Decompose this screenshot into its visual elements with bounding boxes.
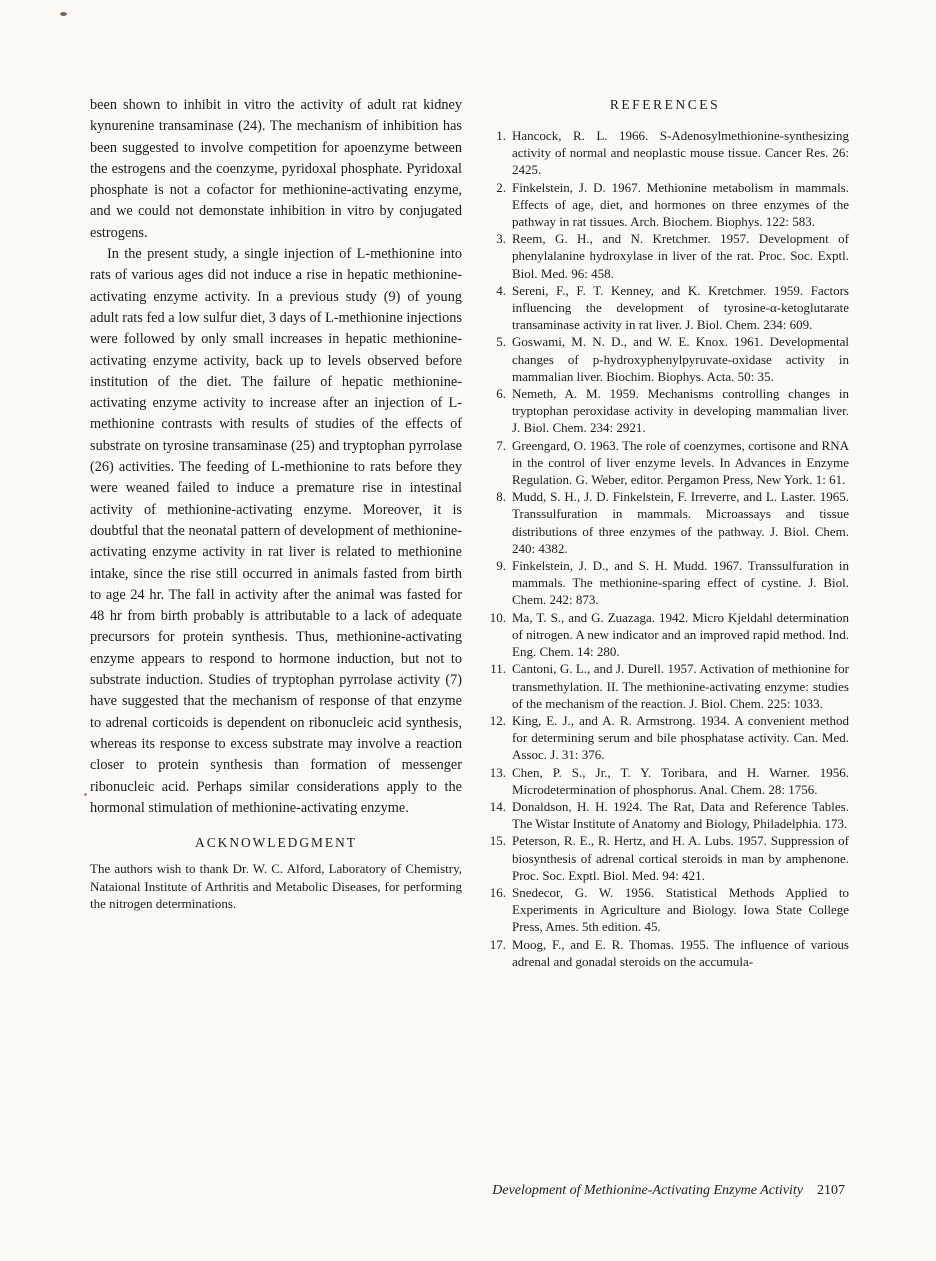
reference-number: 14.	[489, 798, 506, 814]
reference-number: 11.	[490, 661, 506, 677]
reference-item	[481, 609, 849, 661]
reference-number: 9.	[496, 558, 506, 574]
reference-text: Sereni, F., F. T. Kenney, and K. Kretchmer. 1959. Factors influencing the development of tyrosine-α-ketoglutarate transaminase activity in rat liver. J. Biol. Chem. 234: 609.	[512, 282, 849, 333]
scan-speck	[60, 12, 67, 16]
reference-item	[481, 385, 849, 437]
reference-number: 13.	[489, 764, 506, 780]
reference-number: 7.	[496, 437, 506, 453]
reference-text: King, E. J., and A. R. Armstrong. 1934. A convenient method for determining serum and bile phosphatase activity. Can. Med. Assoc. J. 31: 376.	[512, 712, 849, 763]
reference-item	[481, 764, 849, 798]
reference-text: Goswami, M. N. D., and W. E. Knox. 1961. Developmental changes of p-hydroxyphenylpyruvate-oxidase activity in mammalian liver. Biochim. Biophys. Acta. 50: 35.	[512, 334, 849, 384]
page-number: 2107	[817, 1183, 845, 1198]
reference-item	[481, 798, 849, 832]
reference-number: 8.	[496, 489, 506, 505]
reference-number: 17.	[489, 936, 506, 952]
reference-text: Hancock, R. L. 1966. S-Adenosylmethionine-synthesizing activity of normal and neoplastic mouse tissue. Cancer Res. 26: 2425.	[512, 128, 849, 178]
reference-item	[481, 282, 849, 334]
reference-number: 4.	[496, 282, 506, 298]
reference-number: 2.	[496, 179, 506, 195]
body-paragraph: been shown to inhibit in vitro the activity of adult rat kidney kynurenine transaminase (24). The mechanism of inhibition has been suggested to involve competition for apoenzyme between the estrogens and the coenzyme, pyridoxal phosphate. Pyridoxal phosphate is not a cofactor for methionine-activating enzyme, and we could not demonstate inhibition in vitro by conjugated estrogens.	[90, 97, 462, 241]
reference-number: 6.	[496, 386, 506, 402]
reference-number: 10.	[489, 609, 506, 625]
reference-item	[481, 230, 849, 282]
reference-text: Finkelstein, J. D., and S. H. Mudd. 1967. Transsulfuration in mammals. The methionine-sparing effect of cystine. J. Biol. Chem. 242: 873.	[512, 558, 849, 608]
reference-item	[481, 333, 849, 385]
reference-item	[481, 884, 849, 936]
reference-number: 12.	[489, 712, 506, 728]
reference-item	[481, 832, 849, 884]
acknowledgment-heading: ACKNOWLEDGMENT	[195, 835, 357, 851]
references-heading: REFERENCES	[609, 97, 721, 112]
acknowledgment-text: The authors wish to thank Dr. W. C. Alford, Laboratory of Chemistry, Nataional Institute of Arthritis and Metabolic Diseases, for performing the nitrogen determinations.	[90, 861, 462, 912]
reference-number: 16.	[489, 884, 506, 900]
reference-text: Peterson, R. E., R. Hertz, and H. A. Lubs. 1957. Suppression of biosynthesis of adrenal cortical steroids in man by amphenone. Proc. Soc. Exptl. Biol. Med. 94: 421.	[512, 833, 849, 883]
body-paragraph: In the present study, a single injection of L-methionine into rats of various ages did not induce a rise in hepatic methionine-activating enzyme activity. In a previous study (9) of young adult rats fed a low sulfur diet, 3 days of L-methionine injections were followed by only small increases in hepatic methionine-activating enzyme activity, back up to levels observed before institution of the diet. The failure of hepatic methionine-activating enzyme activity to increase after an injection of L-methionine contrasts with results of studies of the effects of substrate on tyrosine transaminase (25) and tryptophan pyrrolase (26) activities. The feeding of L-methionine to rats before they were weaned failed to induce a premature rise in intestinal activity of methionine-activating enzyme. Moreover, it is doubtful that the neonatal pattern of development of methionine-activating enzyme activity in rat liver is related to methionine intake, since the rise still occurred in animals fasted from birth to age 24 hr. The fall in activity after the animal was fasted for 48 hr from birth probably is attributable to a lack of adequate precursors for protein synthesis. Thus, methionine-activating enzyme appears to respond to hormone induction, but not to substrate induction. Studies of tryptophan pyrrolase activity (7) have suggested that the mechanism of response of that enzyme to adrenal corticoids is dependent on ribonucleic acid synthesis, whereas its response to excess substrate may involve a reaction closer to protein synthesis than formation of messenger ribonucleic acid. Perhaps similar considerations apply to the hormonal stimulation of methionine-activating enzyme.	[90, 246, 462, 816]
reference-text: Snedecor, G. W. 1956. Statistical Methods Applied to Experiments in Agriculture and Biology. Iowa State College Press, Ames. 5th edition. 45.	[512, 884, 849, 935]
reference-number: 15.	[489, 833, 506, 849]
scan-speck	[84, 793, 87, 796]
reference-text: Nemeth, A. M. 1959. Mechanisms controlling changes in tryptophan peroxidase activity in developing mammalian liver. J. Biol. Chem. 234: 2921.	[512, 386, 849, 436]
running-title: Development of Methionine-Activating Enzyme Activity	[492, 1183, 803, 1198]
reference-item	[481, 712, 849, 764]
left-column	[90, 95, 462, 913]
reference-item	[481, 660, 849, 712]
reference-text: Mudd, S. H., J. D. Finkelstein, F. Irreverre, and L. Laster. 1965. Transsulfuration in mammals. Microassays and tissue distributions of three enzymes of the pathway. J. Biol. Chem. 240: 4382.	[512, 489, 849, 556]
reference-text: Greengard, O. 1963. The role of coenzymes, cortisone and RNA in the control of liver enzyme levels. In Advances in Enzyme Regulation. G. Weber, editor. Pergamon Press, New York. 1: 61.	[512, 437, 849, 488]
reference-text: Cantoni, G. L., and J. Durell. 1957. Activation of methionine for transmethylation. II. The methionine-activating enzyme: studies of the mechanism of the reaction. J. Biol. Chem. 225: 1033.	[512, 661, 849, 711]
reference-item	[481, 127, 849, 179]
reference-item	[481, 488, 849, 557]
reference-item	[481, 437, 849, 489]
reference-item	[481, 179, 849, 231]
reference-text: Donaldson, H. H. 1924. The Rat, Data and Reference Tables. The Wistar Institute of Anatomy and Biology, Philadelphia. 173.	[512, 798, 849, 832]
reference-text: Moog, F., and E. R. Thomas. 1955. The influence of various adrenal and gonadal steroids on the accumula-	[512, 936, 849, 969]
reference-number: 5.	[496, 334, 506, 350]
page-footer	[0, 1183, 936, 1199]
reference-item	[481, 936, 849, 970]
reference-text: Reem, G. H., and N. Kretchmer. 1957. Development of phenylalanine hydroxylase in liver of the rat. Proc. Soc. Exptl. Biol. Med. 96: 458.	[512, 231, 849, 281]
right-column	[481, 95, 849, 970]
reference-list	[481, 127, 849, 970]
reference-item	[481, 557, 849, 609]
reference-text: Chen, P. S., Jr., T. Y. Toribara, and H. Warner. 1956. Microdetermination of phosphorus. Anal. Chem. 28: 1756.	[512, 764, 849, 797]
reference-number: 3.	[496, 231, 506, 247]
reference-number: 1.	[496, 128, 506, 143]
reference-text: Ma, T. S., and G. Zuazaga. 1942. Micro Kjeldahl determination of nitrogen. A new indicator and an improved rapid method. Ind. Eng. Chem. 14: 280.	[512, 609, 849, 660]
reference-text: Finkelstein, J. D. 1967. Methionine metabolism in mammals. Effects of age, diet, and hormones on three enzymes of the pathway in rat tissues. Arch. Biochem. Biophys. 122: 583.	[512, 179, 849, 230]
